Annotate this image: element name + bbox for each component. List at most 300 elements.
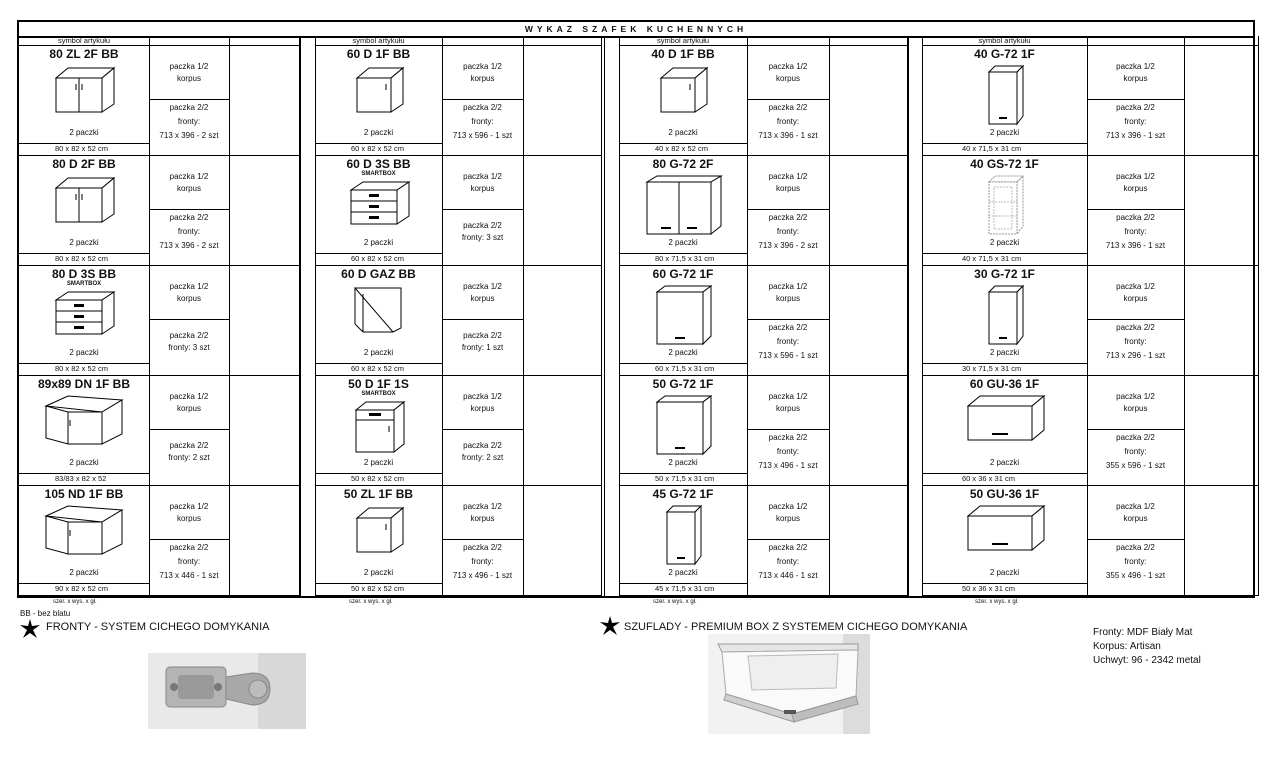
pack-2-info bbox=[1087, 541, 1184, 583]
cabinet-symbol: 80 ZL 2F BB bbox=[49, 47, 119, 61]
pack-line: korpus bbox=[470, 404, 495, 413]
cabinet-symbol: 60 D 1F BB bbox=[346, 47, 411, 61]
drawer-unit-icon bbox=[19, 290, 149, 336]
pack-line: korpus bbox=[470, 74, 495, 83]
pack-count: 2 paczki bbox=[363, 458, 394, 467]
pack-1-info bbox=[1087, 501, 1184, 525]
pack-line: fronty: bbox=[776, 447, 800, 456]
cabinet-dimensions: 60 x 82 x 52 cm bbox=[351, 364, 404, 373]
pack-divider bbox=[747, 429, 829, 430]
pack-line: korpus bbox=[470, 514, 495, 523]
cabinet-subtitle: SMARTBOX bbox=[361, 171, 396, 177]
pack-line: 713 x 446 - 1 szt bbox=[159, 571, 219, 580]
pack-1-info bbox=[1087, 171, 1184, 195]
pack-count: 2 paczki bbox=[668, 128, 698, 137]
cabinet-dimensions: 60 x 71,5 x 31 cm bbox=[655, 364, 715, 373]
pack-1-info bbox=[1087, 281, 1184, 305]
pack-divider bbox=[1087, 539, 1184, 540]
group-separator bbox=[922, 36, 923, 596]
pack-line: 713 x 396 - 1 szt bbox=[1105, 131, 1166, 140]
pack-count: 2 paczki bbox=[668, 568, 698, 577]
cabinet-dimensions: 50 x 36 x 31 cm bbox=[962, 584, 1015, 593]
pack-line: korpus bbox=[470, 184, 495, 193]
pack-line: fronty: 3 szt bbox=[461, 233, 504, 242]
pack-divider bbox=[149, 99, 229, 100]
pack-line: paczka 1/2 bbox=[463, 282, 502, 291]
column-group bbox=[19, 36, 299, 596]
cabinet-symbol: 80 G-72 2F bbox=[652, 157, 714, 171]
pack-line: paczka 2/2 bbox=[169, 213, 209, 222]
column-group bbox=[922, 36, 1258, 596]
pack-line: paczka 2/2 bbox=[169, 441, 209, 450]
pack-1-info bbox=[149, 391, 229, 415]
column-divider bbox=[523, 36, 524, 596]
pack-count: 2 paczki bbox=[363, 238, 394, 247]
cabinet-cell bbox=[619, 156, 747, 233]
pack-line: paczka 1/2 bbox=[463, 172, 502, 181]
cabinet-subtitle: SMARTBOX bbox=[361, 391, 396, 397]
pack-2-info bbox=[149, 101, 229, 143]
cabinet-cell bbox=[19, 156, 149, 233]
cabinet-symbol: 50 GU-36 1F bbox=[969, 487, 1040, 501]
pack-divider bbox=[149, 429, 229, 430]
glass-wall-icon bbox=[922, 174, 1087, 236]
cabinet-dimensions: 50 x 82 x 52 cm bbox=[351, 474, 404, 483]
pack-count: 2 paczki bbox=[989, 238, 1020, 247]
pack-divider bbox=[1087, 429, 1184, 430]
pack-divider bbox=[149, 539, 229, 540]
pack-line: 713 x 396 - 2 szt bbox=[758, 241, 818, 250]
pack-line: 713 x 496 - 1 szt bbox=[758, 461, 818, 470]
group-separator bbox=[604, 36, 605, 596]
pack-line: fronty: bbox=[177, 227, 201, 236]
pack-line: korpus bbox=[470, 294, 495, 303]
pack-line: paczka 1/2 bbox=[768, 62, 808, 71]
wall-1door-icon bbox=[619, 394, 747, 456]
pack-line: paczka 1/2 bbox=[169, 282, 209, 291]
pack-count: 2 paczki bbox=[989, 458, 1020, 467]
cabinet-cell bbox=[19, 486, 149, 563]
pack-2-info bbox=[747, 541, 829, 583]
cabinet-dimensions: 83/83 x 82 x 52 bbox=[55, 474, 107, 483]
dimension-legend: szer. x wys. x gł. bbox=[349, 599, 393, 605]
header-blank bbox=[747, 36, 907, 46]
pack-2-info bbox=[1087, 431, 1184, 473]
cabinet-cell bbox=[922, 486, 1087, 563]
cabinet-symbol: 60 D 3S BB bbox=[346, 157, 411, 171]
pack-line: korpus bbox=[775, 294, 800, 303]
pack-1-info bbox=[747, 281, 829, 305]
pack-divider bbox=[442, 209, 523, 210]
pack-line: paczka 2/2 bbox=[768, 103, 808, 112]
pack-line: 713 x 596 - 1 szt bbox=[758, 351, 818, 360]
cabinet-symbol: 40 G-72 1F bbox=[974, 47, 1035, 61]
cabinet-symbol: 89x89 DN 1F BB bbox=[37, 377, 131, 391]
cabinet-symbol: 80 D 3S BB bbox=[51, 267, 117, 281]
pack-line: paczka 2/2 bbox=[463, 441, 502, 450]
pack-line: paczka 1/2 bbox=[1116, 502, 1155, 511]
cabinet-symbol: 50 D 1F 1S bbox=[348, 377, 409, 391]
base-2door-icon bbox=[19, 64, 149, 114]
cabinet-cell bbox=[619, 46, 747, 123]
pack-line: korpus bbox=[1123, 294, 1148, 303]
pack-line: fronty: 2 szt bbox=[168, 453, 210, 462]
cabinet-dimensions: 90 x 82 x 52 cm bbox=[55, 584, 108, 593]
cabinet-cell bbox=[922, 266, 1087, 343]
pack-divider bbox=[747, 319, 829, 320]
cabinet-dimensions: 60 x 36 x 31 cm bbox=[962, 474, 1015, 483]
pack-2-info bbox=[149, 440, 229, 464]
pack-line: paczka 1/2 bbox=[1116, 62, 1155, 71]
cabinet-dimensions: 60 x 82 x 52 cm bbox=[351, 144, 404, 153]
table-columns bbox=[19, 36, 1253, 596]
cabinet-symbol: 30 G-72 1F bbox=[974, 267, 1035, 281]
pack-1-info bbox=[149, 61, 229, 85]
pack-count: 2 paczki bbox=[69, 128, 99, 137]
pack-line: paczka 2/2 bbox=[1116, 213, 1155, 222]
spec-fronts: Fronty: MDF Biały Mat bbox=[1093, 627, 1193, 638]
base-1door-icon bbox=[315, 64, 442, 114]
pack-line: paczka 1/2 bbox=[463, 502, 502, 511]
cabinet-cell bbox=[315, 376, 442, 453]
pack-line: paczka 2/2 bbox=[1116, 433, 1155, 442]
pack-line: fronty: bbox=[1124, 337, 1147, 346]
drawer-unit-icon bbox=[315, 180, 442, 226]
pack-line: korpus bbox=[176, 514, 201, 523]
pack-line: paczka 2/2 bbox=[768, 433, 808, 442]
cabinet-dimensions: 80 x 82 x 52 cm bbox=[55, 144, 108, 153]
pack-2-info bbox=[149, 330, 229, 354]
wall-2door-icon bbox=[619, 174, 747, 236]
spec-body: Korpus: Artisan bbox=[1093, 641, 1161, 652]
top-flap-icon bbox=[922, 394, 1087, 442]
cabinet-dimensions: 40 x 71,5 x 31 cm bbox=[962, 254, 1022, 263]
pack-count: 2 paczki bbox=[69, 238, 99, 247]
pack-line: fronty: bbox=[1124, 117, 1147, 126]
column-divider bbox=[829, 36, 830, 596]
pack-2-info bbox=[747, 211, 829, 253]
pack-line: korpus bbox=[775, 404, 800, 413]
pack-1-info bbox=[442, 501, 523, 525]
pack-line: paczka 1/2 bbox=[768, 172, 808, 181]
pack-1-info bbox=[442, 391, 523, 415]
pack-line: paczka 1/2 bbox=[1116, 282, 1155, 291]
pack-count: 2 paczki bbox=[363, 128, 394, 137]
pack-2-info bbox=[747, 321, 829, 363]
oven-housing-icon bbox=[315, 284, 442, 334]
pack-line: paczka 2/2 bbox=[169, 103, 209, 112]
pack-line: paczka 1/2 bbox=[169, 62, 209, 71]
cabinet-cell bbox=[922, 46, 1087, 123]
pack-divider bbox=[149, 209, 229, 210]
header-blank bbox=[149, 36, 299, 46]
cabinet-dimensions: 80 x 71,5 x 31 cm bbox=[655, 254, 715, 263]
dimension-legend: szer. x wys. x gł. bbox=[53, 599, 97, 605]
pack-line: korpus bbox=[775, 184, 800, 193]
pack-line: paczka 2/2 bbox=[169, 543, 209, 552]
pack-line: fronty: bbox=[471, 557, 494, 566]
cabinet-cell bbox=[315, 486, 442, 563]
pack-divider bbox=[747, 539, 829, 540]
cabinet-cell bbox=[619, 376, 747, 453]
cabinet-cell bbox=[922, 156, 1087, 233]
pack-count: 2 paczki bbox=[69, 458, 99, 467]
cabinet-symbol: 50 ZL 1F BB bbox=[343, 487, 414, 501]
symbol-header: symbol artykułu bbox=[19, 36, 149, 46]
pack-divider bbox=[442, 429, 523, 430]
hinge-image bbox=[148, 653, 306, 729]
pack-line: fronty: 3 szt bbox=[168, 343, 210, 352]
pack-count: 2 paczki bbox=[69, 568, 99, 577]
pack-count: 2 paczki bbox=[989, 568, 1020, 577]
pack-2-info bbox=[1087, 321, 1184, 363]
pack-2-info bbox=[747, 101, 829, 143]
pack-1-info bbox=[149, 171, 229, 195]
pack-line: paczka 1/2 bbox=[463, 62, 502, 71]
drawer-image bbox=[708, 634, 870, 734]
pack-count: 2 paczki bbox=[668, 348, 698, 357]
pack-count: 2 paczki bbox=[668, 238, 698, 247]
cabinet-symbol: 60 D GAZ BB bbox=[341, 267, 416, 281]
pack-2-info bbox=[1087, 101, 1184, 143]
pack-1-info bbox=[747, 61, 829, 85]
header-blank bbox=[1087, 36, 1258, 46]
bb-note: BB - bez blatu bbox=[20, 609, 71, 618]
pack-1-info bbox=[1087, 61, 1184, 85]
pack-2-info bbox=[442, 101, 523, 143]
base-1door-icon bbox=[619, 64, 747, 114]
pack-line: paczka 2/2 bbox=[463, 103, 502, 112]
symbol-header: symbol artykułu bbox=[922, 36, 1087, 46]
base-2door-icon bbox=[19, 174, 149, 224]
cabinet-symbol: 50 G-72 1F bbox=[652, 377, 714, 391]
pack-line: 713 x 596 - 1 szt bbox=[452, 131, 513, 140]
wall-narrow-icon bbox=[619, 504, 747, 566]
row-divider bbox=[619, 595, 907, 596]
table-title: WYKAZ SZAFEK KUCHENNYCH bbox=[19, 22, 1253, 38]
cabinet-cell bbox=[922, 376, 1087, 453]
pack-line: paczka 1/2 bbox=[169, 502, 209, 511]
pack-count: 2 paczki bbox=[363, 568, 394, 577]
group-separator bbox=[315, 36, 316, 596]
pack-line: 355 x 496 - 1 szt bbox=[1105, 571, 1166, 580]
pack-1-info bbox=[149, 281, 229, 305]
top-flap-icon bbox=[922, 504, 1087, 552]
pack-line: paczka 1/2 bbox=[463, 392, 502, 401]
cabinet-dimensions: 40 x 71,5 x 31 cm bbox=[962, 144, 1022, 153]
pack-line: fronty: bbox=[1124, 447, 1147, 456]
pack-line: korpus bbox=[176, 404, 201, 413]
cabinet-dimensions: 50 x 71,5 x 31 cm bbox=[655, 474, 715, 483]
column-divider bbox=[601, 36, 602, 596]
pack-count: 2 paczki bbox=[363, 348, 394, 357]
pack-divider bbox=[1087, 99, 1184, 100]
pack-count: 2 paczki bbox=[989, 348, 1020, 357]
pack-line: korpus bbox=[1123, 184, 1148, 193]
pack-divider bbox=[1087, 209, 1184, 210]
pack-2-info bbox=[747, 431, 829, 473]
pack-1-info bbox=[747, 171, 829, 195]
pack-line: fronty: 1 szt bbox=[461, 343, 504, 352]
pack-line: paczka 1/2 bbox=[768, 502, 808, 511]
pack-line: 713 x 446 - 1 szt bbox=[758, 571, 818, 580]
cabinet-dimensions: 40 x 82 x 52 cm bbox=[655, 144, 708, 153]
pack-line: paczka 1/2 bbox=[169, 172, 209, 181]
pack-divider bbox=[442, 319, 523, 320]
group-separator bbox=[908, 36, 909, 596]
pack-line: 713 x 396 - 1 szt bbox=[758, 131, 818, 140]
pack-line: paczka 2/2 bbox=[169, 331, 209, 340]
pack-line: paczka 2/2 bbox=[768, 323, 808, 332]
symbol-header: symbol artykułu bbox=[619, 36, 747, 46]
cabinet-cell bbox=[315, 156, 442, 233]
pack-line: 713 x 396 - 1 szt bbox=[1105, 241, 1166, 250]
column-group bbox=[315, 36, 601, 596]
pack-line: paczka 2/2 bbox=[463, 221, 502, 230]
row-divider bbox=[922, 595, 1258, 596]
spec-handle: Uchwyt: 96 - 2342 metal bbox=[1093, 655, 1201, 666]
group-separator bbox=[300, 36, 301, 596]
star-icon bbox=[20, 619, 40, 644]
pack-line: fronty: bbox=[177, 117, 201, 126]
pack-line: fronty: bbox=[776, 337, 800, 346]
pack-1-info bbox=[149, 501, 229, 525]
pack-line: fronty: bbox=[177, 557, 201, 566]
cabinet-subtitle: SMARTBOX bbox=[66, 281, 102, 287]
star-icon bbox=[600, 616, 620, 641]
pack-line: paczka 2/2 bbox=[463, 331, 502, 340]
header-blank bbox=[442, 36, 601, 46]
pack-line: fronty: bbox=[776, 117, 800, 126]
pack-divider bbox=[442, 539, 523, 540]
pack-line: fronty: bbox=[471, 117, 494, 126]
pack-line: fronty: bbox=[1124, 557, 1147, 566]
cabinet-symbol: 60 G-72 1F bbox=[652, 267, 714, 281]
pack-line: paczka 1/2 bbox=[768, 282, 808, 291]
symbol-header: symbol artykułu bbox=[315, 36, 442, 46]
pack-count: 2 paczki bbox=[989, 128, 1020, 137]
pack-2-info bbox=[442, 440, 523, 464]
pack-line: korpus bbox=[1123, 514, 1148, 523]
drawers-note: SZUFLADY - PREMIUM BOX Z SYSTEMEM CICHEGO DOMYKANIA bbox=[624, 621, 968, 633]
pack-2-info bbox=[442, 330, 523, 354]
pack-line: fronty: 2 szt bbox=[461, 453, 504, 462]
column-divider bbox=[1258, 36, 1259, 596]
pack-line: korpus bbox=[1123, 404, 1148, 413]
pack-line: korpus bbox=[775, 74, 800, 83]
pack-line: korpus bbox=[775, 514, 800, 523]
cabinet-dimensions: 30 x 71,5 x 31 cm bbox=[962, 364, 1022, 373]
pack-divider bbox=[1087, 319, 1184, 320]
pack-line: fronty: bbox=[776, 557, 800, 566]
pack-2-info bbox=[149, 211, 229, 253]
pack-line: 713 x 396 - 2 szt bbox=[159, 241, 219, 250]
cabinet-cell bbox=[19, 46, 149, 123]
cabinet-dimensions: 80 x 82 x 52 cm bbox=[55, 254, 108, 263]
cabinet-cell bbox=[315, 46, 442, 123]
pack-divider bbox=[442, 99, 523, 100]
pack-line: korpus bbox=[176, 294, 201, 303]
pack-2-info bbox=[442, 220, 523, 244]
pack-line: 355 x 596 - 1 szt bbox=[1105, 461, 1166, 470]
pack-1-info bbox=[747, 501, 829, 525]
pack-line: korpus bbox=[1123, 74, 1148, 83]
pack-line: 713 x 396 - 2 szt bbox=[159, 131, 219, 140]
pack-2-info bbox=[1087, 211, 1184, 253]
group-separator bbox=[619, 36, 620, 596]
pack-line: paczka 1/2 bbox=[169, 392, 209, 401]
pack-count: 2 paczki bbox=[668, 458, 698, 467]
pack-2-info bbox=[149, 541, 229, 583]
pack-line: paczka 2/2 bbox=[1116, 103, 1155, 112]
pack-line: paczka 1/2 bbox=[768, 392, 808, 401]
pack-line: paczka 2/2 bbox=[1116, 323, 1155, 332]
pack-line: paczka 1/2 bbox=[1116, 172, 1155, 181]
pack-divider bbox=[747, 209, 829, 210]
pack-divider bbox=[747, 99, 829, 100]
pack-1-info bbox=[747, 391, 829, 415]
cabinet-cell bbox=[619, 486, 747, 563]
cabinet-cell bbox=[315, 266, 442, 343]
pack-2-info bbox=[442, 541, 523, 583]
fronts-note: FRONTY - SYSTEM CICHEGO DOMYKANIA bbox=[46, 621, 270, 633]
column-divider bbox=[1184, 36, 1185, 596]
wall-1door-icon bbox=[619, 284, 747, 346]
dimension-legend: szer. x wys. x gł. bbox=[653, 599, 697, 605]
row-divider bbox=[315, 595, 601, 596]
pack-line: fronty: bbox=[1124, 227, 1147, 236]
column-group bbox=[619, 36, 907, 596]
wall-narrow-icon bbox=[922, 284, 1087, 346]
cabinet-dimensions: 50 x 82 x 52 cm bbox=[351, 584, 404, 593]
cabinet-symbol: 40 GS-72 1F bbox=[970, 157, 1039, 171]
material-specs bbox=[1093, 626, 1201, 668]
dimension-legend: szer. x wys. x gł. bbox=[975, 599, 1019, 605]
pack-1-info bbox=[442, 171, 523, 195]
pack-1-info bbox=[1087, 391, 1184, 415]
pack-line: korpus bbox=[176, 184, 201, 193]
cabinet-dimensions: 45 x 71,5 x 31 cm bbox=[655, 584, 715, 593]
pack-1-info bbox=[442, 281, 523, 305]
corner-base-icon bbox=[19, 504, 149, 556]
cabinet-symbol: 105 ND 1F BB bbox=[44, 487, 124, 501]
corner-base-icon bbox=[19, 394, 149, 446]
pack-line: fronty: bbox=[776, 227, 800, 236]
pack-1-info bbox=[442, 61, 523, 85]
cabinet-cell bbox=[19, 266, 149, 343]
pack-line: paczka 2/2 bbox=[768, 543, 808, 552]
door-drawer-icon bbox=[315, 400, 442, 454]
cabinet-list-table bbox=[17, 20, 1255, 598]
cabinet-symbol: 80 D 2F BB bbox=[52, 157, 116, 171]
pack-line: paczka 2/2 bbox=[1116, 543, 1155, 552]
wall-narrow-icon bbox=[922, 64, 1087, 126]
row-divider bbox=[19, 595, 299, 596]
cabinet-symbol: 40 D 1F BB bbox=[651, 47, 715, 61]
cabinet-cell bbox=[619, 266, 747, 343]
cabinet-cell bbox=[19, 376, 149, 453]
cabinet-dimensions: 60 x 82 x 52 cm bbox=[351, 254, 404, 263]
cabinet-symbol: 45 G-72 1F bbox=[652, 487, 714, 501]
column-divider bbox=[229, 36, 230, 596]
pack-line: paczka 2/2 bbox=[768, 213, 808, 222]
cabinet-dimensions: 80 x 82 x 52 cm bbox=[55, 364, 108, 373]
pack-line: korpus bbox=[176, 74, 201, 83]
pack-line: paczka 2/2 bbox=[463, 543, 502, 552]
pack-line: paczka 1/2 bbox=[1116, 392, 1155, 401]
base-1door-icon bbox=[315, 504, 442, 554]
cabinet-symbol: 60 GU-36 1F bbox=[969, 377, 1040, 391]
